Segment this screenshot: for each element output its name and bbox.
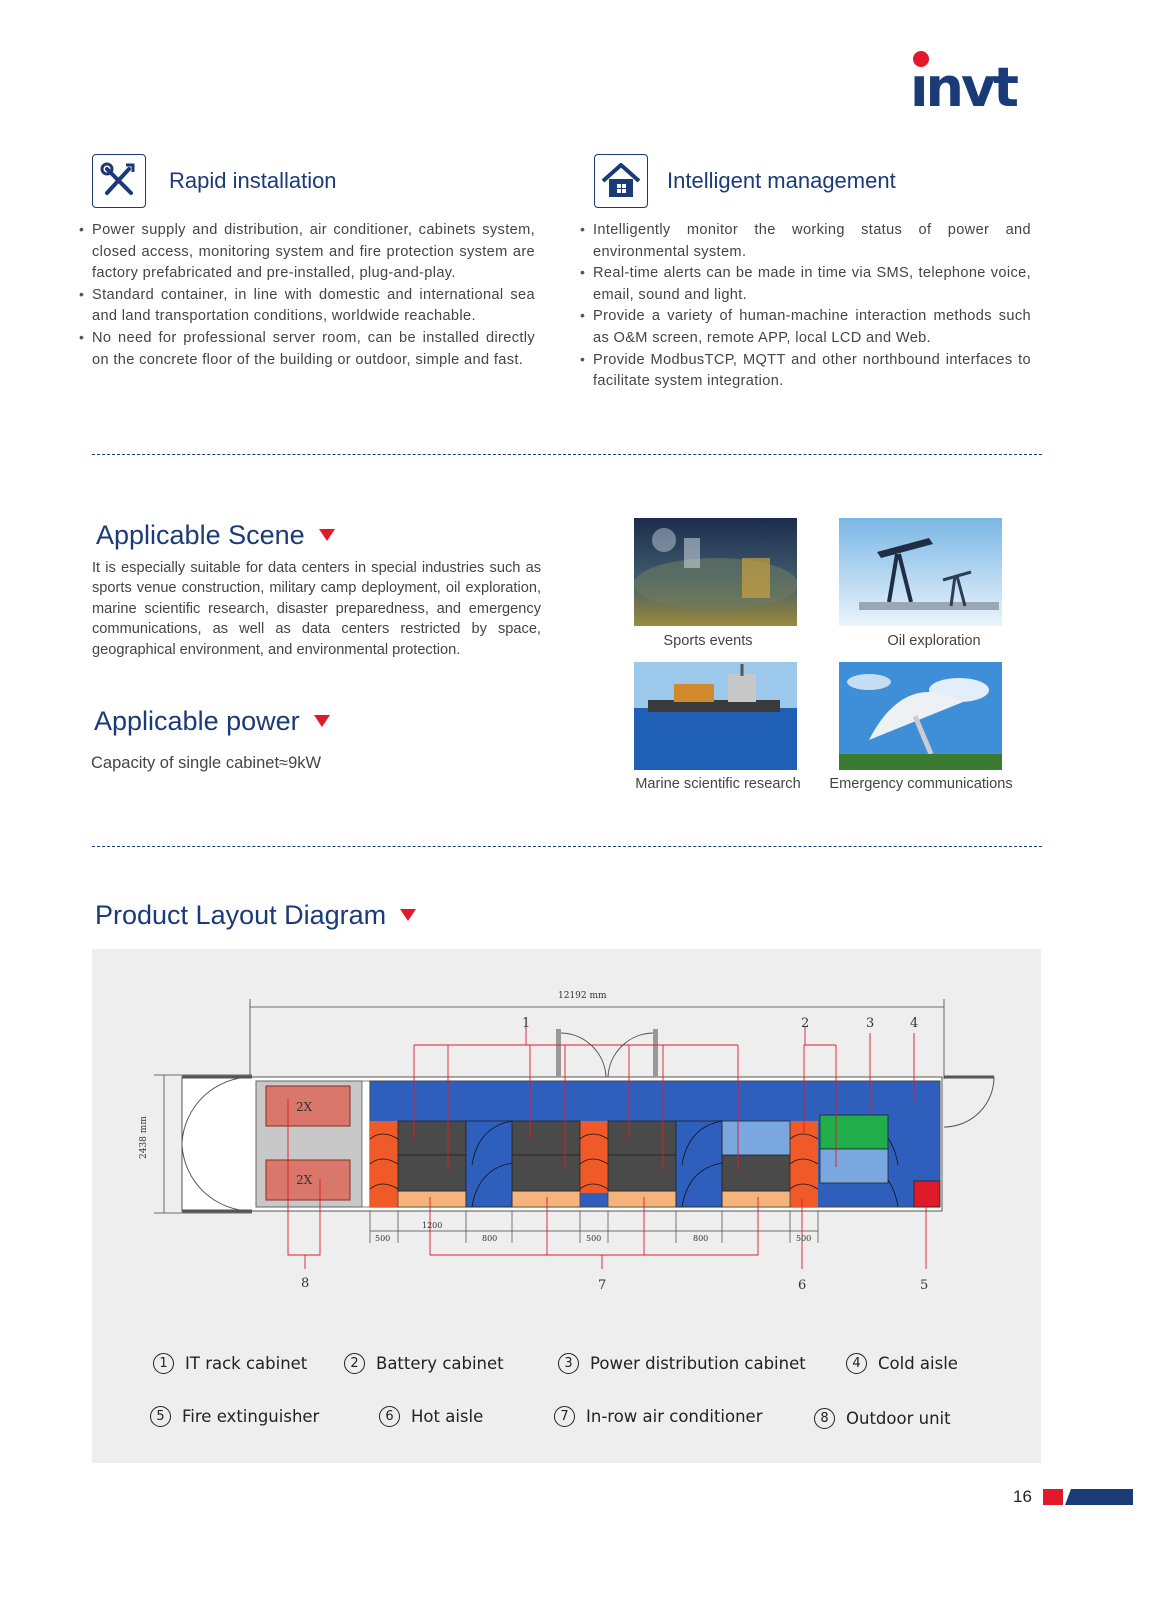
scene-description: It is especially suitable for data centers in special industries such as sports venue construction, military camp deployment, oil exploration, marine scientific research, disaster preparedness, and emergency communications, as well as data centers restricted by space, geographical environment, and environmental protection. [92, 560, 541, 658]
legend-item-in-row-air-conditioner: 7 In-row air conditioner [554, 1406, 762, 1427]
container-layout-diagram [92, 949, 1041, 1309]
sports-events-image [634, 518, 797, 626]
dimension-label: 1200 [422, 1221, 443, 1230]
list-item: • Power supply and distribution, air conditioner, cabinets system, closed access, monitoring system and fire protection system are factory prefabricated and pre-installed, plug-and-play. [92, 220, 535, 285]
triangle-down-icon [400, 909, 416, 921]
legend-item-outdoor-unit: 8 Outdoor unit [814, 1408, 951, 1429]
dimension-length-label: 12192 mm [558, 991, 607, 1001]
list-item: • No need for professional server room, can be installed directly on the concrete floor of the building or outdoor, simple and fast. [92, 328, 535, 371]
list-item: • Standard container, in line with domestic and international sea and land transportation conditions, worldwide reachable. [92, 285, 535, 328]
feature-title-intelligent-management: Intelligent management [667, 168, 896, 193]
legend-item-hot-aisle: 6 Hot aisle [379, 1406, 483, 1427]
legend-item-power-distribution-cabinet: 3 Power distribution cabinet [558, 1353, 806, 1374]
triangle-down-icon [319, 529, 335, 541]
dimension-label: 800 [482, 1234, 498, 1243]
list-item: • Provide ModbusTCP, MQTT and other northbound interfaces to facilitate system integration. [593, 350, 1031, 393]
callout-number: 5 [920, 1278, 929, 1293]
outdoor-unit-label: 2X [296, 1100, 313, 1114]
callout-number: 7 [598, 1278, 607, 1293]
smart-home-icon [594, 154, 648, 208]
callout-number: 8 [301, 1276, 310, 1291]
page-number: 16 [1013, 1487, 1032, 1506]
section-title-applicable-power: Applicable power [94, 706, 330, 737]
legend-item-fire-extinguisher: 5 Fire extinguisher [150, 1406, 319, 1427]
callout-number: 2 [801, 1016, 810, 1031]
dimension-width-label: 2438 mm [139, 1116, 149, 1159]
triangle-down-icon [314, 715, 330, 727]
marine-research-image [634, 662, 797, 770]
caption-oil-exploration: Oil exploration [887, 633, 981, 649]
callout-number: 6 [798, 1278, 807, 1293]
caption-marine-scientific-research: Marine scientific research [635, 776, 801, 792]
dimension-label: 500 [796, 1234, 812, 1243]
callout-number: 4 [910, 1016, 919, 1031]
page-footer-bar [1043, 1489, 1133, 1505]
section-title-applicable-scene: Applicable Scene [96, 520, 335, 551]
invt-logo [910, 48, 1045, 110]
feature-title-rapid-installation: Rapid installation [169, 168, 337, 193]
tools-icon [92, 154, 146, 208]
legend-item-battery-cabinet: 2 Battery cabinet [344, 1353, 504, 1374]
callout-number: 3 [866, 1016, 875, 1031]
outdoor-unit-label: 2X [296, 1173, 313, 1187]
dimension-label: 500 [586, 1234, 602, 1243]
legend-item-cold-aisle: 4 Cold aisle [846, 1353, 958, 1374]
list-item: • Real-time alerts can be made in time via SMS, telephone voice, email, sound and light. [593, 263, 1031, 306]
dimension-label: 500 [375, 1234, 391, 1243]
svg-text:ınvt: ınvt [910, 56, 1016, 110]
legend-item-it-rack-cabinet: 1 IT rack cabinet [153, 1353, 307, 1374]
section-divider [92, 846, 1042, 847]
callout-number: 1 [522, 1016, 531, 1031]
caption-sports-events: Sports events [663, 633, 753, 649]
list-item: • Intelligently monitor the working status of power and environmental system. [593, 220, 1031, 263]
caption-emergency-communications: Emergency communications [829, 776, 1013, 792]
list-item: • Provide a variety of human-machine interaction methods such as O&M screen, remote APP, local LCD and Web. [593, 306, 1031, 349]
feature-list-intelligent-management [593, 220, 1031, 393]
power-capacity-text: Capacity of single cabinet≈9kW [91, 754, 322, 772]
dimension-label: 800 [693, 1234, 709, 1243]
feature-list-rapid-installation [92, 220, 535, 371]
section-title-product-layout: Product Layout Diagram [95, 900, 416, 931]
emergency-communications-image [839, 662, 1002, 770]
section-divider [92, 454, 1042, 455]
oil-exploration-image [839, 518, 1002, 626]
